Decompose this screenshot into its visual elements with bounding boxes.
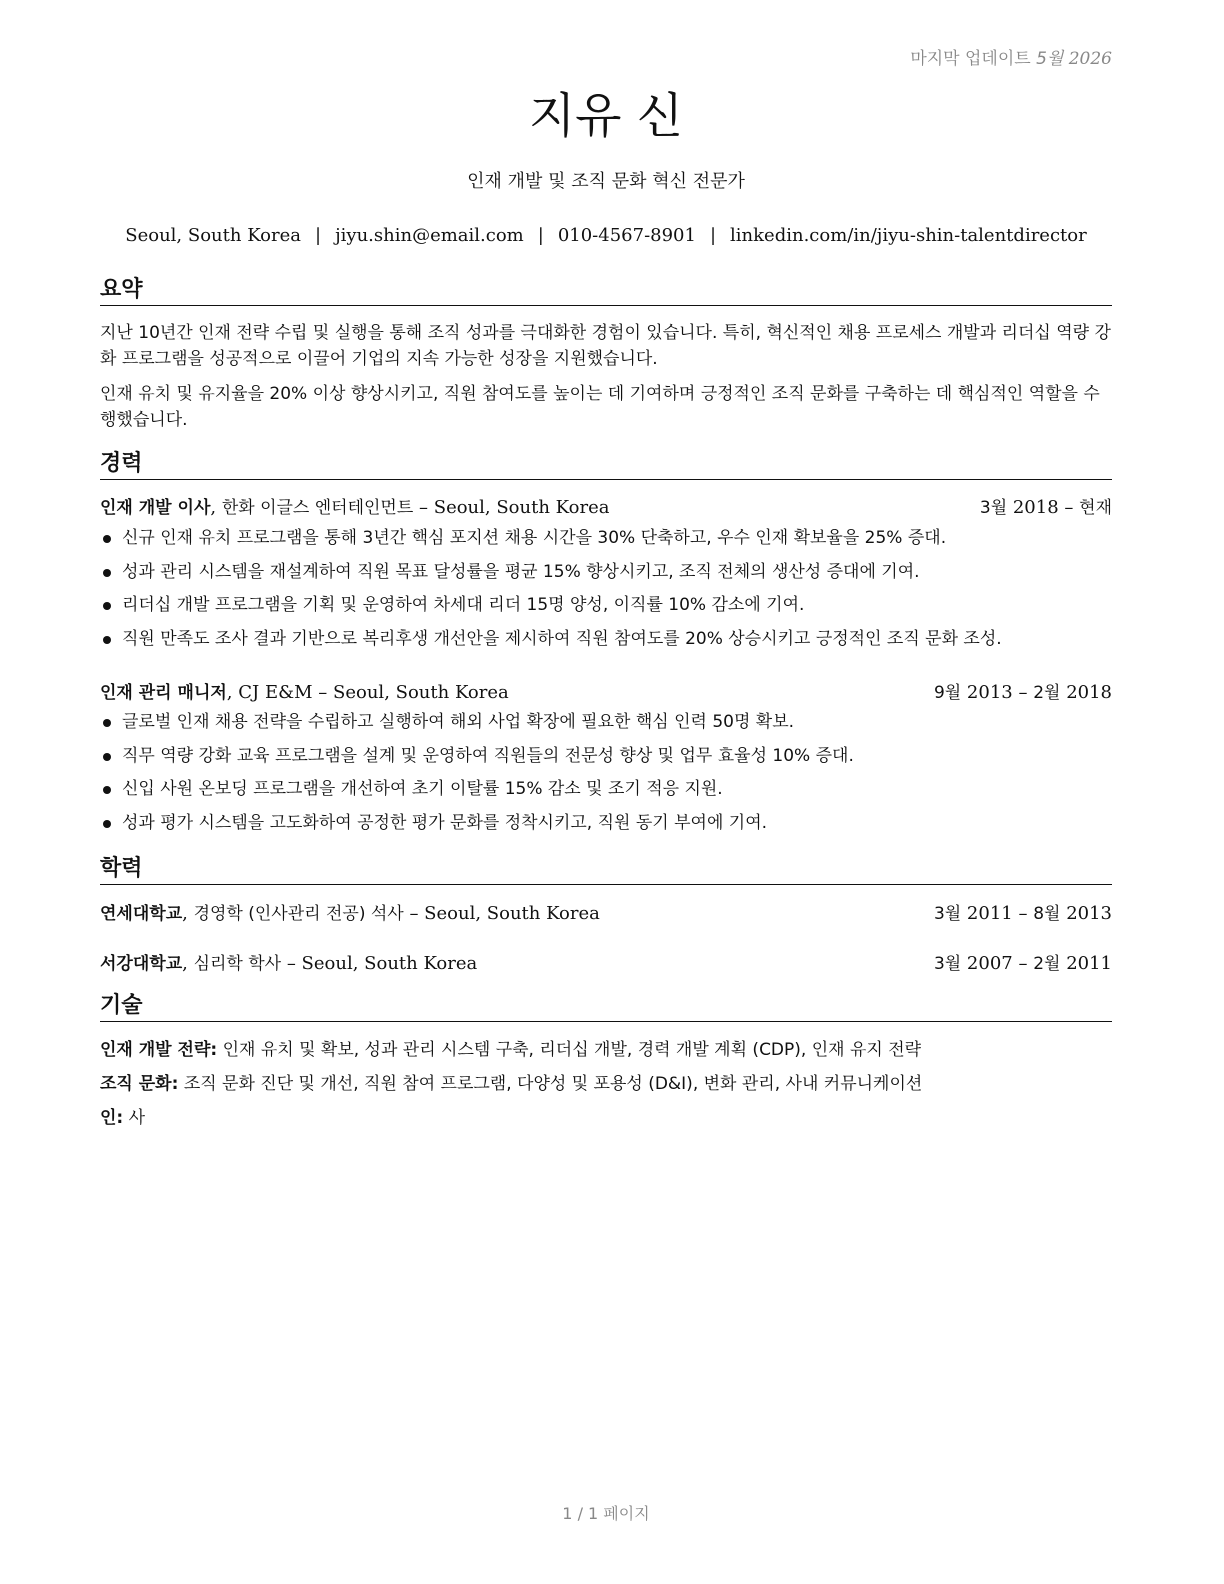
list-item: 성과 관리 시스템을 재설계하여 직원 목표 달성률을 평균 15% 향상시키고, 조직 전체의 생산성 증대에 기여. [100, 556, 1112, 590]
job-location: – Seoul, South Korea [318, 682, 509, 703]
date-dash: – [1064, 497, 1074, 518]
date-end-year: 2018 [1066, 682, 1112, 703]
last-updated-year: 2026 [1068, 49, 1112, 69]
date-dash: – [1018, 903, 1028, 924]
contact-phone: 010-4567-8901 [557, 225, 696, 246]
bullet-dot-icon [103, 535, 111, 543]
bullet-dot-icon [103, 569, 111, 577]
date-start-month: 3월 [979, 498, 1008, 518]
list-item: 신입 사원 온보딩 프로그램을 개선하여 초기 이탈률 15% 감소 및 조기 적응 지원. [100, 773, 1112, 807]
experience-bullets [100, 522, 1112, 656]
job-company: 한화 이글스 엔터테인먼트 [221, 498, 414, 518]
job-dates [934, 680, 1112, 706]
school-name: 연세대학교 [100, 904, 183, 924]
contact-line [100, 224, 1112, 248]
person-name: 지유 신 [528, 88, 684, 144]
bullet-dot-icon [103, 719, 111, 727]
date-end-year: 2013 [1066, 903, 1112, 924]
section-title-education: 학력 [100, 855, 1112, 885]
education-dates [934, 901, 1112, 927]
job-location: – Seoul, South Korea [419, 497, 610, 518]
date-end-month: 8월 [1033, 904, 1061, 924]
skill-label: 인: [100, 1108, 124, 1128]
date-end-year: 2011 [1066, 953, 1112, 974]
list-item: 성과 평가 시스템을 고도화하여 공정한 평가 문화를 정착시키고, 직원 동기 부여에 기여. [100, 807, 1112, 841]
job-dates [980, 495, 1112, 521]
date-dash: – [1018, 953, 1028, 974]
contact-email[interactable]: jiyu.shin@email.com [335, 225, 524, 246]
skill-label: 인재 개발 전략: [100, 1040, 218, 1060]
date-end-month: 2월 [1033, 683, 1061, 703]
job-company: CJ E&M [238, 682, 313, 703]
degree: 경영학 (인사관리 전공) 석사 [193, 904, 404, 924]
date-start-month: 3월 [933, 904, 962, 924]
section-title-experience: 경력 [100, 450, 1112, 480]
experience-entry-header: 인재 관리 매니저, CJ E&M – Seoul, South Korea 9월 2013 – 2월 2018 [100, 680, 1112, 706]
education-entry: 서강대학교, 심리학 학사 – Seoul, South Korea 3월 2007 – 2월 2011 [100, 951, 1112, 977]
date-end: 현재 [1079, 498, 1112, 518]
contact-separator: | [314, 225, 322, 246]
list-item: 직원 만족도 조사 결과 기반으로 복리후생 개선안을 제시하여 직원 참여도를 20% 상승시키고 긍정적인 조직 문화 조성. [100, 623, 1112, 657]
degree: 심리학 학사 [193, 954, 282, 974]
school-name: 서강대학교 [100, 954, 183, 974]
date-dash: – [1018, 682, 1028, 703]
section-title-summary: 요약 [100, 276, 1112, 306]
bullet-dot-icon [103, 636, 111, 644]
date-start-year: 2018 [1012, 497, 1059, 518]
skill-line [100, 1105, 1112, 1131]
skill-value: 인재 유치 및 확보, 성과 관리 시스템 구축, 리더십 개발, 경력 개발 계획 (CDP), 인재 유지 전략 [222, 1040, 922, 1060]
last-updated-month: 5월 [1036, 49, 1064, 69]
school-location: – Seoul, South Korea [409, 903, 600, 924]
school-location: – Seoul, South Korea [286, 953, 478, 974]
date-start-year: 2013 [966, 682, 1013, 703]
bullet-dot-icon [103, 820, 111, 828]
list-item: 신규 인재 유치 프로그램을 통해 3년간 핵심 포지션 채용 시간을 30% 단축하고, 우수 인재 확보율을 25% 증대. [100, 522, 1112, 556]
education-entry: 연세대학교, 경영학 (인사관리 전공) 석사 – Seoul, South Korea 3월 2011 – 8월 2013 [100, 901, 1112, 927]
contact-separator: | [709, 225, 717, 246]
contact-separator: | [537, 225, 544, 246]
skill-value: 사 [128, 1108, 146, 1128]
resume-page [100, 0, 1112, 1584]
bullet-dot-icon [103, 602, 111, 610]
experience-entry-header: 인재 개발 이사, 한화 이글스 엔터테인먼트 – Seoul, South Korea 3월 2018 – 현재 [100, 495, 1112, 521]
list-item: 리더십 개발 프로그램을 기획 및 운영하여 차세대 리더 15명 양성, 이직률 10% 감소에 기여. [100, 589, 1112, 623]
date-end-month: 2월 [1033, 954, 1061, 974]
headline: 인재 개발 및 조직 문화 혁신 전문가 [467, 171, 745, 192]
date-start-month: 3월 [933, 954, 962, 974]
job-role: 인재 관리 매니저 [100, 683, 227, 703]
date-start-year: 2007 [966, 953, 1013, 974]
contact-linkedin[interactable]: linkedin.com/in/jiyu-shin-talentdirector [730, 225, 1087, 246]
last-updated [910, 44, 1112, 69]
section-title-skills: 기술 [100, 992, 1112, 1022]
summary-paragraph: 인재 유치 및 유지율을 20% 이상 향상시키고, 직원 참여도를 높이는 데 기여하며 긍정적인 조직 문화를 구축하는 데 핵심적인 역할을 수행했습니다. [100, 384, 1100, 430]
skill-label: 조직 문화: [100, 1074, 179, 1094]
date-start-year: 2011 [966, 903, 1013, 924]
skill-value: 조직 문화 진단 및 개선, 직원 참여 프로그램, 다양성 및 포용성 (D&I), 변화 관리, 사내 커뮤니케이션 [183, 1074, 923, 1094]
skill-line [100, 1037, 1112, 1063]
contact-location: Seoul, South Korea [125, 225, 301, 246]
summary-paragraph: 지난 10년간 인재 전략 수립 및 실행을 통해 조직 성과를 극대화한 경험이 있습니다. 특히, 혁신적인 채용 프로세스 개발과 리더십 역량 강화 프로그램을 성공적으로 이끌어 기업의 지속 가능한 성장을 지원했습니다. [100, 323, 1111, 369]
date-start-month: 9월 [933, 683, 962, 703]
page-indicator: 1 / 1 페이지 [562, 1504, 650, 1523]
bullet-dot-icon [103, 753, 111, 761]
education-dates [934, 951, 1112, 977]
list-item: 글로벌 인재 채용 전략을 수립하고 실행하여 해외 사업 확장에 필요한 핵심 인력 50명 확보. [100, 706, 1112, 740]
bullet-dot-icon [103, 786, 111, 794]
job-role: 인재 개발 이사 [100, 498, 211, 518]
skill-line [100, 1071, 1112, 1097]
experience-bullets [100, 706, 1112, 840]
list-item: 직무 역량 강화 교육 프로그램을 설계 및 운영하여 직원들의 전문성 향상 및 업무 효율성 10% 증대. [100, 740, 1112, 774]
last-updated-label: 마지막 업데이트 [910, 49, 1031, 69]
